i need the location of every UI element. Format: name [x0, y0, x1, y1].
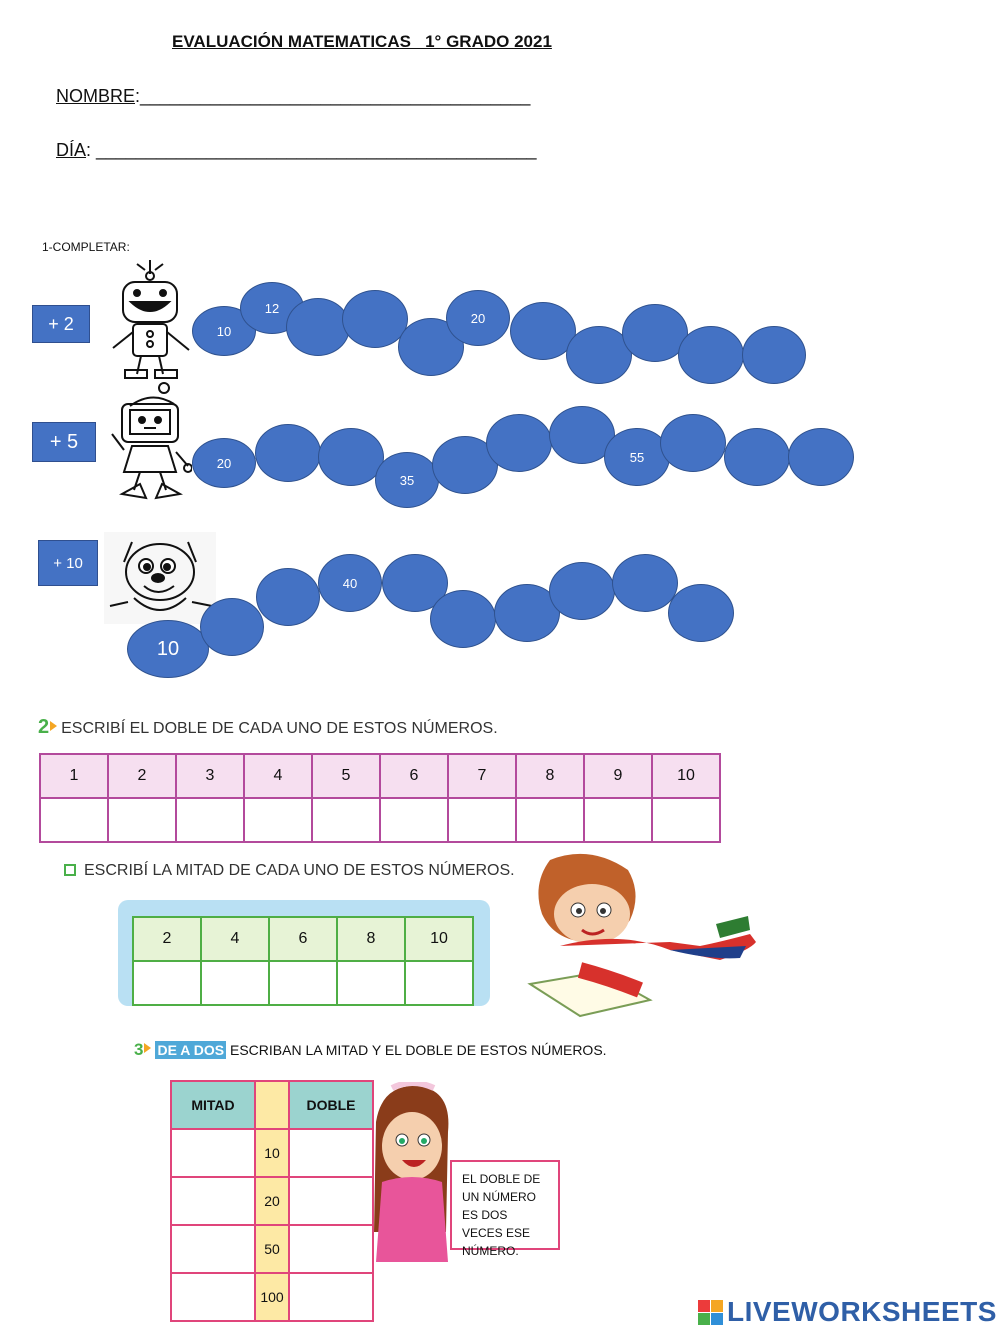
dog-character-illustration	[104, 532, 216, 624]
double-answer-cell[interactable]	[244, 798, 312, 842]
chain-circle[interactable]: 10	[192, 306, 256, 356]
source-number: 100	[255, 1273, 289, 1321]
arrow-icon	[144, 1043, 151, 1053]
chain-circle[interactable]: 10	[127, 620, 209, 678]
chain-circle[interactable]: 35	[375, 452, 439, 508]
chain-circle[interactable]	[256, 568, 320, 626]
name-line: :_______________________________________	[135, 86, 531, 106]
section2-number-badge: 2	[38, 716, 50, 738]
logo-text: LIVEWORKSHEETS	[727, 1296, 997, 1327]
section1-heading: 1-COMPLETAR:	[42, 240, 130, 254]
half-answer-cell[interactable]	[269, 961, 337, 1005]
half-answer-cell[interactable]	[133, 961, 201, 1005]
chain-circle[interactable]: 55	[604, 428, 670, 486]
half-table-number: 2	[133, 917, 201, 961]
doble-answer-cell[interactable]	[289, 1273, 373, 1321]
half-table-number: 10	[405, 917, 473, 961]
chain-circle[interactable]	[612, 554, 678, 612]
chain-circle[interactable]: 20	[192, 438, 256, 488]
half-table	[132, 916, 474, 1006]
worksheet-title: EVALUACIÓN MATEMATICAS 1° GRADO 2021	[172, 32, 552, 51]
section2-heading-text: ESCRIBÍ EL DOBLE DE CADA UNO DE ESTOS NÚMEROS.	[61, 720, 498, 737]
chain-circle[interactable]	[742, 326, 806, 384]
half-answer-cell[interactable]	[201, 961, 269, 1005]
half-table-number: 6	[269, 917, 337, 961]
double-answer-cell[interactable]	[652, 798, 720, 842]
double-answer-cell[interactable]	[584, 798, 652, 842]
robot-2-illustration	[110, 380, 192, 504]
half-table-number: 8	[337, 917, 405, 961]
chain-circle[interactable]: 20	[446, 290, 510, 346]
section3-heading-text: ESCRIBAN LA MITAD Y EL DOBLE DE ESTOS NÚMEROS.	[230, 1042, 607, 1058]
chain-circle[interactable]	[286, 298, 350, 356]
double-table-number: 4	[244, 754, 312, 798]
source-number: 50	[255, 1225, 289, 1273]
mitad-answer-cell[interactable]	[171, 1177, 255, 1225]
speech-bubble: EL DOBLE DE UN NÚMERO ES DOS VECES ESE NÚMERO.	[450, 1160, 560, 1250]
chain-circle[interactable]	[486, 414, 552, 472]
day-line: : ____________________________________________	[86, 140, 537, 160]
logo-icon	[698, 1300, 723, 1325]
chain-circle[interactable]	[724, 428, 790, 486]
name-label: NOMBRE	[56, 86, 136, 106]
section3-number-badge: 3	[134, 1040, 144, 1059]
chain-circle[interactable]	[549, 562, 615, 620]
source-number: 10	[255, 1129, 289, 1177]
half-table-number: 4	[201, 917, 269, 961]
half-heading-text: ESCRIBÍ LA MITAD DE CADA UNO DE ESTOS NÚMEROS.	[84, 862, 515, 879]
chain-circle[interactable]: 40	[318, 554, 382, 612]
double-table-number: 2	[108, 754, 176, 798]
pair-activity-tag: DE A DOS	[157, 1042, 225, 1058]
double-table-number: 5	[312, 754, 380, 798]
chain-circle[interactable]	[788, 428, 854, 486]
double-answer-cell[interactable]	[312, 798, 380, 842]
chain-circle[interactable]	[430, 590, 496, 648]
section2-heading	[38, 716, 498, 739]
mitad-answer-cell[interactable]	[171, 1129, 255, 1177]
day-field[interactable]	[56, 140, 537, 161]
girl-character-illustration	[362, 1082, 458, 1262]
mitad-answer-cell[interactable]	[171, 1225, 255, 1273]
section3-heading	[134, 1040, 607, 1060]
half-answer-cell[interactable]	[405, 961, 473, 1005]
double-answer-cell[interactable]	[108, 798, 176, 842]
double-table	[39, 753, 721, 843]
chain-circle[interactable]	[200, 598, 264, 656]
half-double-table	[170, 1080, 374, 1322]
arrow-icon	[50, 721, 57, 731]
boy-studying-illustration	[520, 850, 756, 1026]
source-number: 20	[255, 1177, 289, 1225]
half-heading	[64, 862, 515, 880]
double-table-number: 1	[40, 754, 108, 798]
double-table-number: 10	[652, 754, 720, 798]
operator-plus-2: + 2	[32, 305, 90, 343]
double-table-number: 6	[380, 754, 448, 798]
number-column-header	[255, 1081, 289, 1129]
double-table-number: 8	[516, 754, 584, 798]
doble-column-header: DOBLE	[289, 1081, 373, 1129]
chain-circle[interactable]: 12	[240, 282, 304, 334]
checkbox-icon	[64, 864, 76, 876]
double-table-number: 9	[584, 754, 652, 798]
name-field[interactable]	[56, 86, 530, 107]
doble-answer-cell[interactable]	[289, 1129, 373, 1177]
double-table-number: 7	[448, 754, 516, 798]
operator-plus-10: + 10	[38, 540, 98, 586]
doble-answer-cell[interactable]	[289, 1177, 373, 1225]
doble-answer-cell[interactable]	[289, 1225, 373, 1273]
liveworksheets-logo	[698, 1296, 997, 1328]
double-table-number: 3	[176, 754, 244, 798]
double-answer-cell[interactable]	[40, 798, 108, 842]
operator-plus-5: + 5	[32, 422, 96, 462]
day-label: DÍA	[56, 140, 87, 160]
chain-circle[interactable]	[668, 584, 734, 642]
robot-1-illustration	[105, 258, 195, 380]
double-answer-cell[interactable]	[448, 798, 516, 842]
half-answer-cell[interactable]	[337, 961, 405, 1005]
double-answer-cell[interactable]	[380, 798, 448, 842]
chain-circle[interactable]	[660, 414, 726, 472]
double-answer-cell[interactable]	[516, 798, 584, 842]
mitad-column-header: MITAD	[171, 1081, 255, 1129]
mitad-answer-cell[interactable]	[171, 1273, 255, 1321]
chain-circle[interactable]	[255, 424, 321, 482]
double-answer-cell[interactable]	[176, 798, 244, 842]
chain-circle[interactable]	[678, 326, 744, 384]
